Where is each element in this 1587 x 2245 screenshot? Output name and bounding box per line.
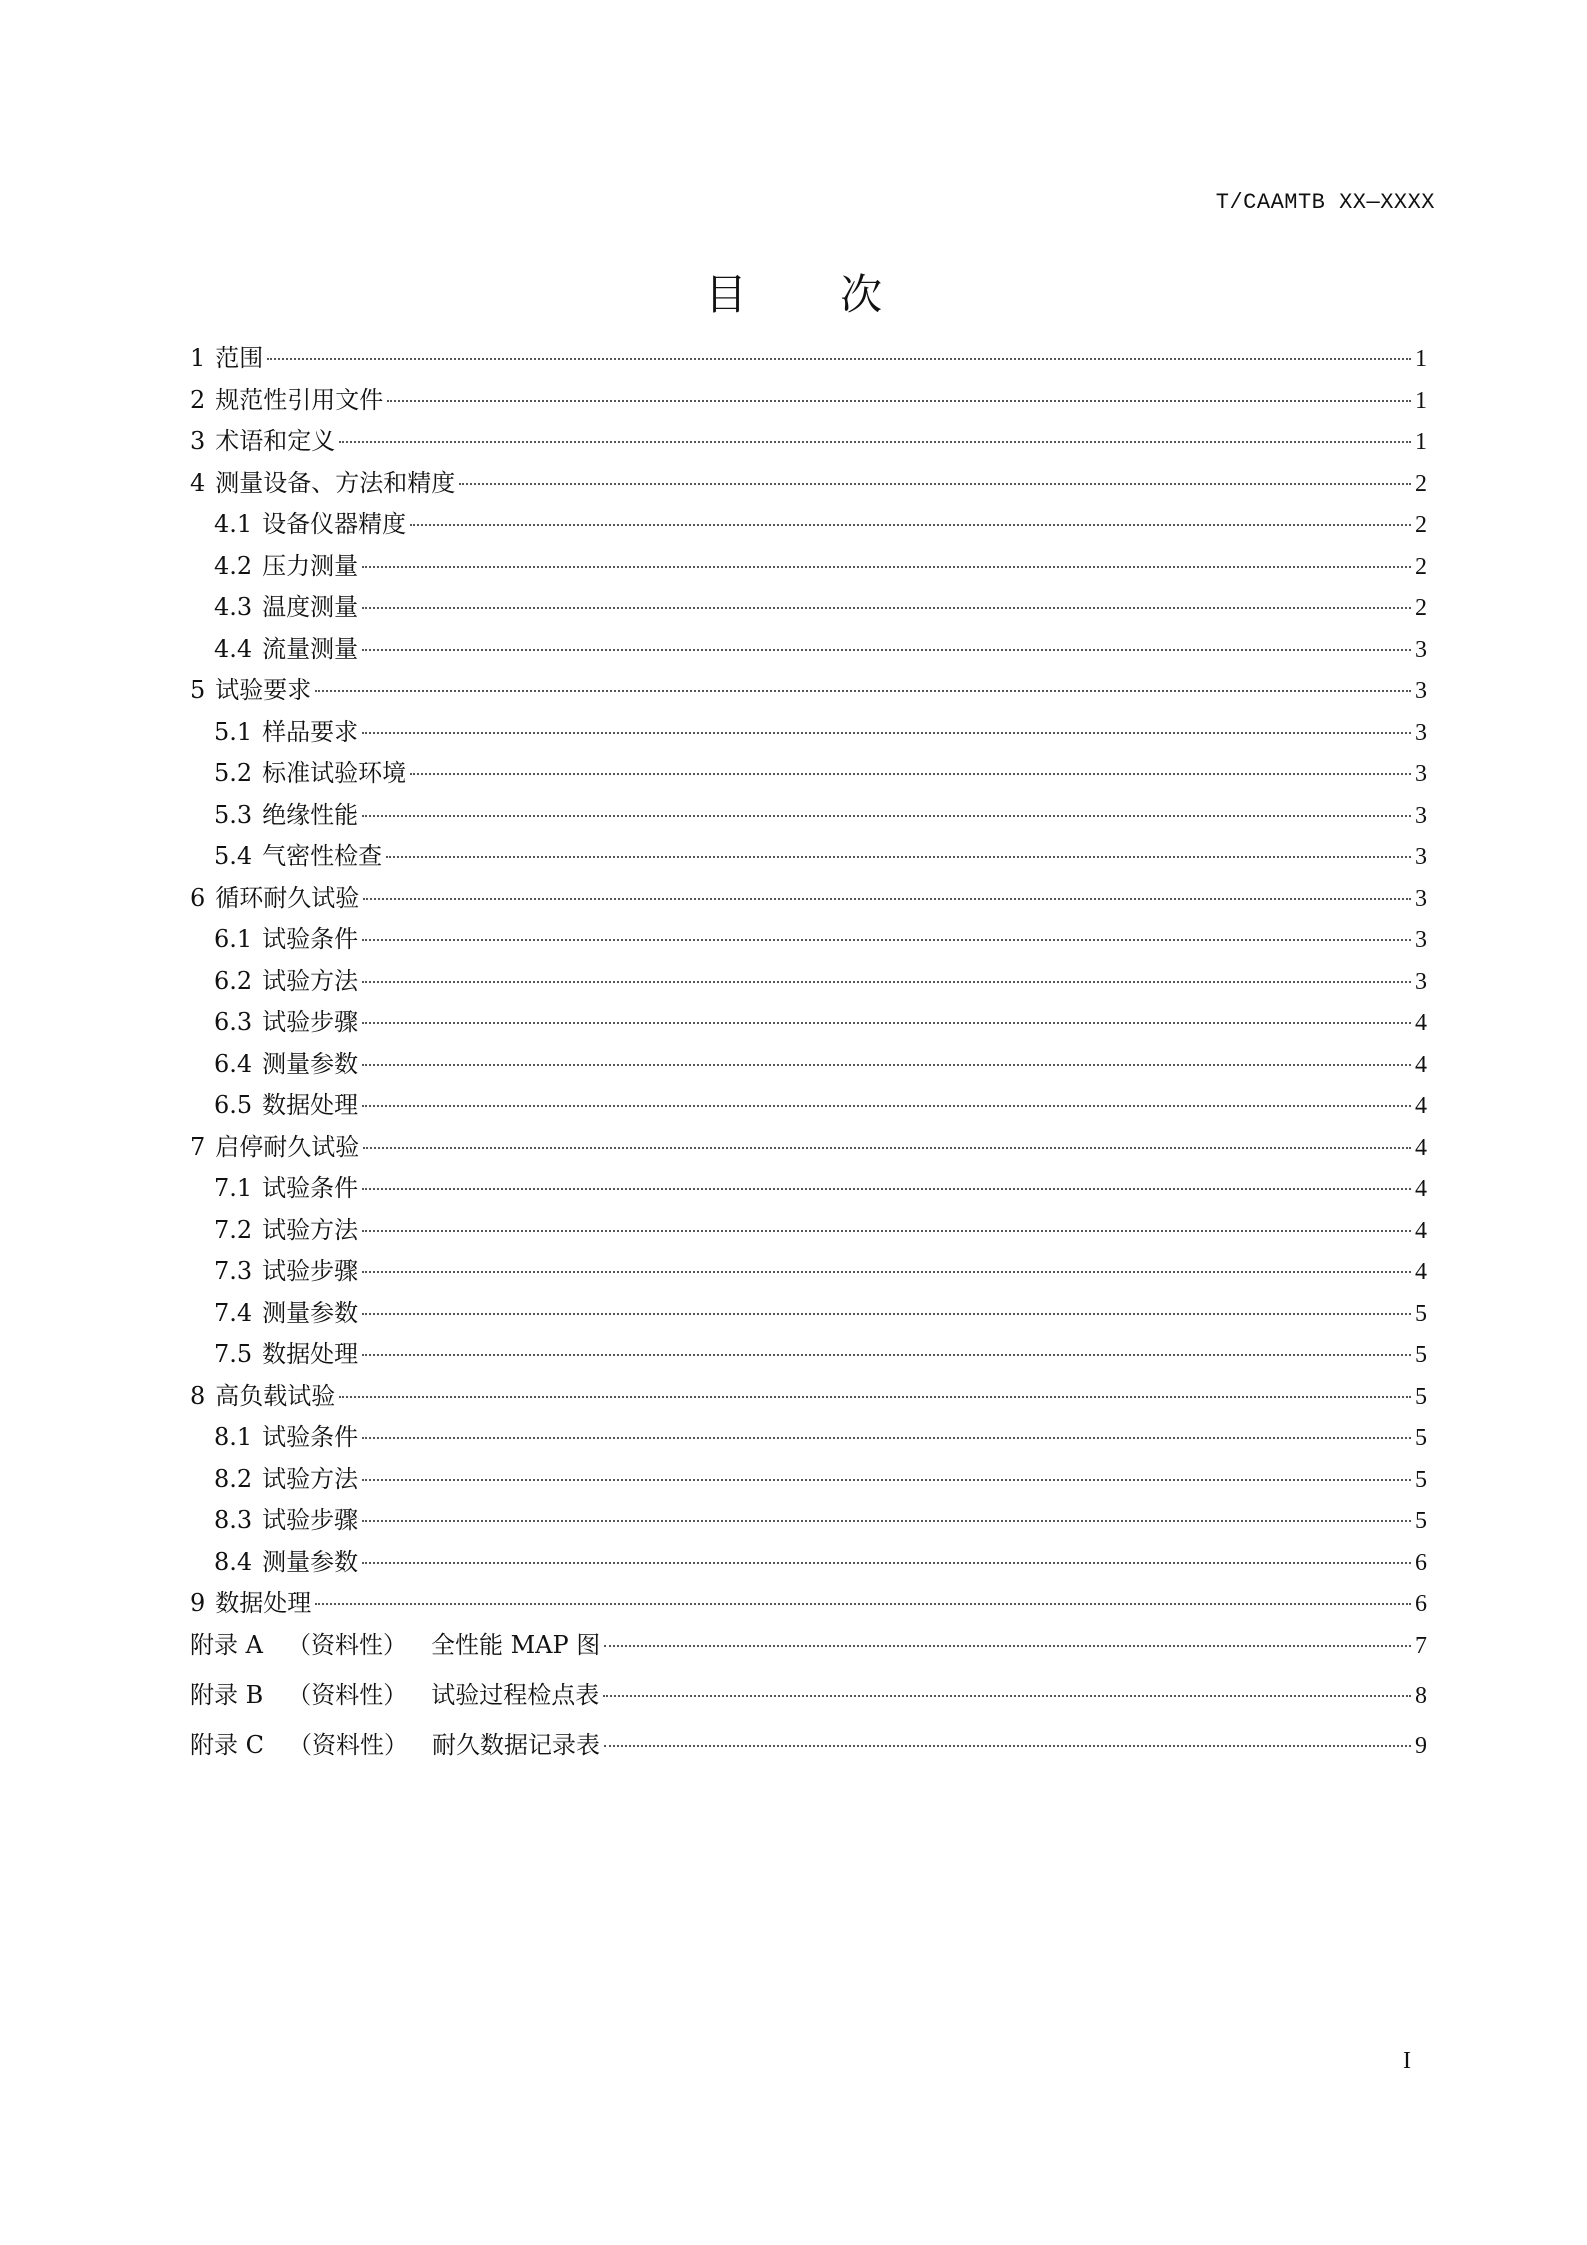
toc-entry-number: 3	[190, 427, 206, 455]
toc-entry[interactable]	[190, 1127, 1427, 1169]
toc-entry-label	[190, 670, 311, 705]
toc-entry[interactable]	[190, 836, 1427, 878]
toc-entry-label	[190, 1376, 335, 1411]
toc-entry-label	[214, 1334, 358, 1369]
toc-entry[interactable]	[190, 629, 1427, 671]
dot-leader	[604, 1645, 1411, 1647]
toc-entry-number: 7.2	[214, 1215, 253, 1244]
toc-entry-label	[190, 1583, 311, 1618]
document-code: T/CAAMTB XX—XXXX	[1215, 190, 1435, 215]
toc-entry[interactable]	[190, 919, 1427, 961]
toc-entry-label	[214, 587, 358, 622]
toc-entry-number: 5.3	[214, 800, 253, 829]
toc-appendix-entry[interactable]	[190, 1725, 1427, 1775]
dot-leader	[362, 815, 1411, 817]
toc-entry[interactable]	[190, 878, 1427, 920]
toc-entry-page: 2	[1415, 595, 1427, 621]
toc-entry[interactable]	[190, 1376, 1427, 1418]
toc-entry-title: 数据处理	[262, 1091, 359, 1119]
toc-appendix-entry[interactable]	[190, 1625, 1427, 1675]
toc-entry-title: 试验步骤	[262, 1008, 359, 1036]
dot-leader	[362, 607, 1411, 609]
appendix-note: （资料性）	[286, 1630, 407, 1659]
appendix-title: 耐久数据记录表	[432, 1730, 600, 1759]
toc-entry-page: 1	[1415, 346, 1427, 372]
toc-entry-page: 3	[1415, 885, 1427, 912]
toc-entry-page: 4	[1415, 1259, 1427, 1285]
toc-entry-number: 4.3	[214, 593, 253, 621]
toc-entry[interactable]	[190, 1334, 1427, 1376]
toc-entry-title: 规范性引用文件	[215, 385, 384, 414]
dot-leader	[267, 358, 1411, 360]
dot-leader	[362, 939, 1411, 941]
dot-leader	[362, 1354, 1411, 1356]
toc-entry-label	[214, 629, 358, 664]
dot-leader	[339, 1396, 1411, 1398]
toc-entry-title: 试验要求	[215, 676, 312, 704]
toc-entry-label	[190, 1127, 359, 1162]
toc-appendix-entry[interactable]	[190, 1675, 1427, 1725]
toc-entry-title: 循环耐久试验	[215, 883, 360, 912]
toc-entry[interactable]	[190, 1168, 1427, 1210]
toc-entry-page: 1	[1415, 429, 1427, 455]
toc-entry-number: 8.4	[214, 1547, 253, 1576]
toc-appendix-label	[190, 1725, 600, 1760]
dot-leader	[362, 1437, 1411, 1439]
toc-entry-title: 试验步骤	[262, 1506, 359, 1534]
dot-leader	[604, 1745, 1411, 1747]
toc-entry-number: 9	[190, 1589, 206, 1617]
toc-entry-label	[190, 463, 455, 498]
toc-entry[interactable]	[190, 1542, 1427, 1584]
toc-entry-title: 数据处理	[215, 1589, 312, 1617]
dot-leader	[386, 856, 1411, 858]
toc-entry-page: 3	[1415, 968, 1427, 995]
dot-leader	[603, 1695, 1411, 1697]
toc-entry-title: 温度测量	[262, 593, 359, 621]
toc-entry-title: 测量设备、方法和精度	[215, 468, 456, 497]
toc-entry[interactable]	[190, 504, 1427, 546]
toc-entry-page: 3	[1415, 802, 1427, 829]
dot-leader	[362, 1271, 1411, 1273]
dot-leader	[362, 732, 1411, 734]
toc-entry-label	[214, 919, 358, 954]
toc-entry-label	[214, 1417, 358, 1452]
toc-entry-label	[214, 504, 406, 539]
toc-entry-title: 试验步骤	[262, 1257, 359, 1285]
dot-leader	[362, 1562, 1411, 1564]
toc-entry-number: 6.5	[214, 1091, 253, 1119]
toc-entry-page: 6	[1415, 1549, 1427, 1576]
toc-entry-page: 4	[1415, 1010, 1427, 1036]
toc-entry-page: 9	[1415, 1732, 1427, 1759]
toc-entry[interactable]	[190, 1085, 1427, 1127]
appendix-id: 附录 B	[190, 1680, 264, 1709]
dot-leader	[362, 981, 1411, 983]
toc-appendix-label	[190, 1625, 600, 1660]
toc-entry-label	[190, 338, 263, 373]
toc-entry-number: 5	[190, 676, 206, 704]
toc-entry[interactable]	[190, 587, 1427, 629]
toc-entry-title: 试验方法	[262, 1215, 359, 1244]
toc-entry-page: 1	[1415, 387, 1427, 414]
toc-entry-title: 试验条件	[262, 925, 359, 953]
toc-entry-label	[214, 961, 358, 996]
toc-entry-title: 高负载试验	[215, 1381, 336, 1410]
toc-entry-number: 6.4	[214, 1049, 253, 1078]
toc-entry-title: 测量参数	[262, 1049, 359, 1078]
toc-entry-label	[214, 1500, 358, 1535]
toc-entry-label	[214, 753, 406, 788]
toc-entry-label	[214, 1251, 358, 1286]
toc-entry-page: 5	[1415, 1342, 1427, 1368]
toc-entry-page: 5	[1415, 1300, 1427, 1327]
toc-entry-page: 3	[1415, 678, 1427, 704]
toc-entry-page: 8	[1415, 1682, 1427, 1709]
toc-entry-title: 启停耐久试验	[215, 1132, 360, 1161]
appendix-title: 全性能 MAP 图	[430, 1630, 601, 1659]
dot-leader	[362, 649, 1411, 651]
toc-entry[interactable]	[190, 546, 1427, 588]
toc-entry[interactable]	[190, 1293, 1427, 1335]
dot-leader	[315, 690, 1411, 692]
toc-entry-page: 5	[1415, 1383, 1427, 1410]
toc-entry-page: 2	[1415, 470, 1427, 497]
toc-entry-page: 5	[1415, 1508, 1427, 1534]
toc-entry-number: 4	[190, 468, 206, 497]
dot-leader	[315, 1603, 1411, 1605]
dot-leader	[362, 1188, 1411, 1190]
toc-entry-label	[214, 1085, 358, 1120]
appendix-id: 附录 A	[190, 1630, 263, 1659]
toc-entry-label	[214, 836, 382, 871]
toc-entry-number: 8.1	[214, 1423, 253, 1451]
toc-entry-label	[214, 1044, 358, 1079]
toc-entry[interactable]	[190, 338, 1427, 380]
toc-entry-title: 测量参数	[262, 1547, 359, 1576]
toc-entry-title: 范围	[215, 344, 264, 372]
toc-entry[interactable]	[190, 670, 1427, 712]
toc-entry-label	[214, 1210, 358, 1245]
toc-entry[interactable]	[190, 463, 1427, 505]
toc-entry-number: 6.3	[214, 1008, 253, 1036]
toc-entry[interactable]	[190, 1583, 1427, 1625]
toc-entry-title: 样品要求	[262, 717, 359, 746]
toc-entry-label	[214, 1293, 358, 1328]
toc-entry-title: 试验方法	[262, 966, 359, 995]
toc-appendix-label	[190, 1675, 599, 1710]
dot-leader	[363, 898, 1411, 900]
toc-entry-label	[190, 878, 359, 913]
toc-entry-title: 试验方法	[262, 1464, 359, 1493]
toc-entry-number: 7.3	[214, 1257, 253, 1285]
toc-entry-page: 3	[1415, 844, 1427, 870]
toc-entry-number: 2	[190, 385, 206, 414]
toc-entry-title: 压力测量	[262, 551, 359, 580]
toc-entry-number: 7.1	[214, 1174, 253, 1202]
dot-leader	[387, 400, 1411, 402]
toc-entry-label	[190, 421, 335, 456]
toc-entry-label	[214, 1168, 358, 1203]
toc-entry-page: 3	[1415, 761, 1427, 787]
dot-leader	[459, 483, 1411, 485]
appendix-note: （资料性）	[287, 1680, 408, 1709]
toc-entry-number: 1	[190, 344, 206, 372]
toc-entry-number: 8.3	[214, 1506, 253, 1534]
toc-entry[interactable]	[190, 1044, 1427, 1086]
appendix-note: （资料性）	[288, 1730, 408, 1759]
toc-entry-number: 8.2	[214, 1464, 253, 1493]
toc-entry-number: 7	[190, 1132, 206, 1161]
toc-entry[interactable]	[190, 753, 1427, 795]
toc-entry-number: 6.1	[214, 925, 253, 953]
toc-entry[interactable]	[190, 1002, 1427, 1044]
toc-entry-label	[214, 1542, 358, 1577]
dot-leader	[362, 1520, 1411, 1522]
toc-entry-page: 4	[1415, 1051, 1427, 1078]
toc-entry[interactable]	[190, 421, 1427, 463]
toc-entry[interactable]	[190, 1459, 1427, 1501]
dot-leader	[362, 1479, 1411, 1481]
toc-entry-page: 3	[1415, 636, 1427, 663]
toc-entry[interactable]	[190, 1210, 1427, 1252]
toc-entry-title: 气密性检查	[262, 842, 383, 870]
toc-entry-page: 5	[1415, 1466, 1427, 1493]
toc-title: 目 次	[704, 270, 923, 319]
toc-entry-label	[214, 546, 358, 581]
toc-entry[interactable]	[190, 712, 1427, 754]
toc-entry[interactable]	[190, 1417, 1427, 1459]
dot-leader	[362, 1064, 1411, 1066]
dot-leader	[410, 773, 1411, 775]
dot-leader	[362, 1230, 1411, 1232]
toc-entry-label	[214, 795, 358, 830]
dot-leader	[362, 566, 1411, 568]
toc-entry-page: 3	[1415, 719, 1427, 746]
toc-entry-number: 7.5	[214, 1340, 253, 1368]
toc-entry[interactable]	[190, 795, 1427, 837]
dot-leader	[362, 1022, 1411, 1024]
toc-entry-number: 5.1	[214, 717, 253, 746]
page-number: I	[1403, 2048, 1411, 2074]
table-of-contents	[190, 338, 1427, 1775]
toc-entry[interactable]	[190, 1251, 1427, 1293]
dot-leader	[339, 441, 1411, 443]
toc-entry-page: 7	[1415, 1632, 1427, 1659]
toc-entry-title: 数据处理	[262, 1340, 359, 1368]
toc-entry-number: 4.2	[214, 551, 253, 580]
toc-entry-title: 试验条件	[262, 1174, 359, 1202]
toc-entry-title: 试验条件	[262, 1423, 359, 1451]
toc-entry-title: 流量测量	[262, 634, 359, 663]
toc-entry-label	[214, 1002, 358, 1037]
toc-entry-label	[214, 1459, 358, 1494]
toc-entry-title: 术语和定义	[215, 427, 336, 455]
appendix-id: 附录 C	[190, 1730, 264, 1759]
toc-entry-number: 5.4	[214, 842, 253, 870]
toc-entry-number: 5.2	[214, 759, 253, 787]
toc-entry-number: 4.1	[214, 510, 253, 538]
toc-entry-label	[190, 380, 383, 415]
toc-entry-title: 标准试验环境	[262, 759, 407, 787]
toc-entry-number: 6.2	[214, 966, 253, 995]
toc-entry-title: 设备仪器精度	[262, 510, 407, 538]
toc-entry-number: 8	[190, 1381, 206, 1410]
toc-entry-page: 4	[1415, 1176, 1427, 1202]
toc-entry-page: 5	[1415, 1425, 1427, 1451]
toc-entry-title: 测量参数	[262, 1298, 359, 1327]
toc-entry[interactable]	[190, 1500, 1427, 1542]
toc-entry-label	[214, 712, 358, 747]
dot-leader	[362, 1313, 1411, 1315]
toc-entry[interactable]	[190, 380, 1427, 422]
toc-entry-number: 6	[190, 883, 206, 912]
toc-entry-number: 4.4	[214, 634, 253, 663]
toc-entry-page: 3	[1415, 927, 1427, 953]
dot-leader	[362, 1105, 1411, 1107]
toc-entry-title: 绝缘性能	[262, 800, 359, 829]
dot-leader	[410, 524, 1411, 526]
dot-leader	[363, 1147, 1411, 1149]
toc-entry-page: 4	[1415, 1134, 1427, 1161]
toc-entry-page: 6	[1415, 1591, 1427, 1617]
toc-entry-page: 2	[1415, 553, 1427, 580]
toc-entry[interactable]	[190, 961, 1427, 1003]
toc-entry-page: 2	[1415, 512, 1427, 538]
appendix-title: 试验过程检点表	[431, 1680, 600, 1709]
toc-entry-number: 7.4	[214, 1298, 253, 1327]
toc-entry-page: 4	[1415, 1093, 1427, 1119]
toc-entry-page: 4	[1415, 1217, 1427, 1244]
